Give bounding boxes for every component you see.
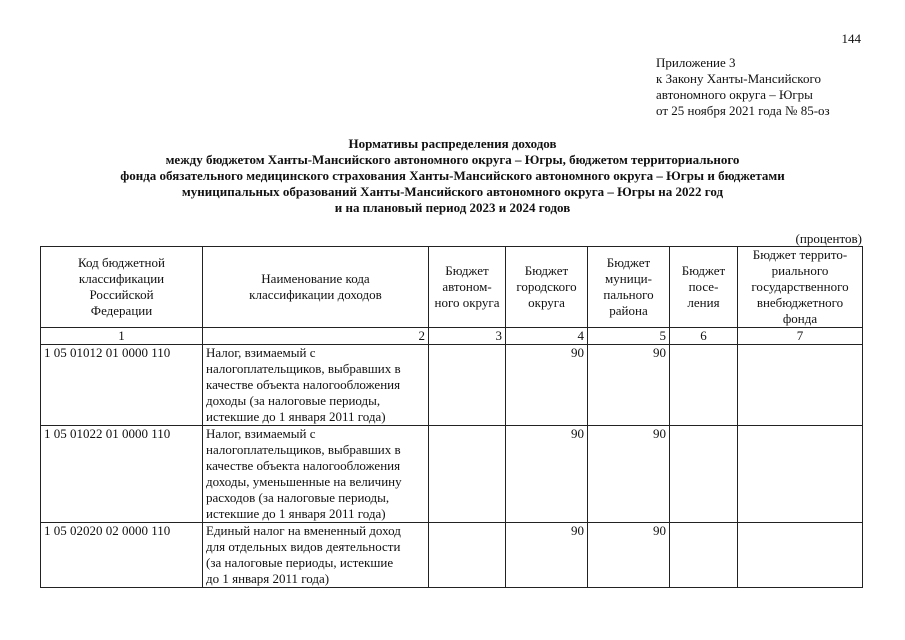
appendix-line: автономного округа – Югры: [656, 87, 813, 102]
income-name-line: доходы, уменьшенные на величину: [206, 474, 402, 489]
title-line: муниципальных образований Ханты-Мансийского автономного округа – Югры на 2022 год: [181, 184, 724, 199]
header-line: классификации: [78, 271, 165, 286]
title-line: фонда обязательного медицинского страхования Ханты-Мансийского автономного округа – Югры и бюджетами: [120, 168, 785, 183]
header-city-okrug-budget: [506, 247, 588, 328]
value-city-okrug: 90: [506, 523, 588, 588]
income-name-line: Налог, взимаемый с: [206, 345, 316, 360]
column-number: 2: [203, 328, 429, 345]
header-line: внебюджетного: [756, 295, 844, 310]
income-name-line: до 1 января 2011 года): [206, 571, 330, 586]
value-territorial-fund: [738, 345, 863, 426]
header-municipal-district-budget: [588, 247, 670, 328]
document-title: [0, 136, 905, 216]
column-number: 3: [429, 328, 506, 345]
title-line: Нормативы распределения доходов: [348, 136, 557, 151]
header-territorial-fund-budget: [738, 247, 863, 328]
header-line: района: [609, 303, 648, 318]
header-line: ления: [687, 295, 720, 310]
header-line: Российской: [89, 287, 154, 302]
header-name: [203, 247, 429, 328]
header-line: городского: [516, 279, 577, 294]
income-name-line: качестве объекта налогообложения: [206, 458, 401, 473]
header-settlement-budget: [670, 247, 738, 328]
value-auto-okrug: [429, 523, 506, 588]
header-line: риального: [771, 263, 829, 278]
header-line: округа: [528, 295, 565, 310]
income-name-line: истекшие до 1 января 2011 года): [206, 506, 386, 521]
income-name: [203, 345, 429, 426]
value-settlement: [670, 523, 738, 588]
value-auto-okrug: [429, 426, 506, 523]
table-row: [41, 523, 863, 588]
column-number: 4: [506, 328, 588, 345]
title-line: и на плановый период 2023 и 2024 годов: [334, 200, 571, 215]
appendix-line: к Закону Ханты-Мансийского: [656, 71, 821, 86]
value-auto-okrug: [429, 345, 506, 426]
value-settlement: [670, 426, 738, 523]
income-name-line: налогоплательщиков, выбравших в: [206, 361, 401, 376]
header-line: государственного: [751, 279, 849, 294]
header-line: Федерации: [90, 303, 153, 318]
header-line: классификации доходов: [249, 287, 382, 302]
income-name-line: (за налоговые периоды, истекшие: [206, 555, 394, 570]
value-municipal-district: 90: [588, 345, 670, 426]
income-name-line: истекшие до 1 января 2011 года): [206, 409, 386, 424]
table-header-row: [41, 247, 863, 328]
column-number-row: [41, 328, 863, 345]
appendix-line: Приложение 3: [656, 55, 736, 70]
header-line: Бюджет: [445, 263, 489, 278]
header-line: Наименование кода: [261, 271, 370, 286]
column-number: 5: [588, 328, 670, 345]
header-line: Код бюджетной: [78, 255, 165, 270]
value-municipal-district: 90: [588, 426, 670, 523]
page-number: 144: [841, 31, 861, 46]
value-municipal-district: 90: [588, 523, 670, 588]
income-name-line: расходов (за налоговые периоды,: [206, 490, 390, 505]
income-name-line: доходы (за налоговые периоды,: [206, 393, 381, 408]
appendix-line: от 25 ноября 2021 года № 85-оз: [656, 103, 830, 118]
distribution-norms-table: [40, 246, 863, 588]
column-number: 1: [41, 328, 203, 345]
header-line: Бюджет: [681, 263, 726, 278]
table-row: [41, 345, 863, 426]
value-territorial-fund: [738, 523, 863, 588]
income-name: [203, 426, 429, 523]
budget-code: 1 05 01012 01 0000 110: [41, 345, 203, 426]
income-name-line: качестве объекта налогообложения: [206, 377, 401, 392]
header-line: Бюджет: [524, 263, 569, 278]
appendix-block: [656, 55, 896, 119]
title-line: между бюджетом Ханты-Мансийского автономного округа – Югры, бюджетом территориального: [165, 152, 740, 167]
income-name-line: Единый налог на вмененный доход: [206, 523, 401, 538]
header-line: посе-: [688, 279, 719, 294]
column-number: 7: [738, 328, 863, 345]
budget-code: 1 05 01022 01 0000 110: [41, 426, 203, 523]
column-number: 6: [670, 328, 738, 345]
value-settlement: [670, 345, 738, 426]
header-line: пального: [603, 287, 654, 302]
income-name-line: налогоплательщиков, выбравших в: [206, 442, 401, 457]
header-auto-okrug-budget: [429, 247, 506, 328]
header-line: фонда: [782, 311, 818, 326]
value-city-okrug: 90: [506, 426, 588, 523]
units-note: (процентов): [795, 231, 862, 246]
header-code: [41, 247, 203, 328]
income-name-line: для отдельных видов деятельности: [206, 539, 401, 554]
header-line: ного округа: [434, 295, 500, 310]
value-territorial-fund: [738, 426, 863, 523]
income-name: [203, 523, 429, 588]
header-line: автоном-: [442, 279, 492, 294]
budget-code: 1 05 02020 02 0000 110: [41, 523, 203, 588]
table-row: [41, 426, 863, 523]
value-city-okrug: 90: [506, 345, 588, 426]
header-line: Бюджет террито-: [752, 247, 848, 262]
header-line: муници-: [605, 271, 652, 286]
header-line: Бюджет: [606, 255, 651, 270]
income-name-line: Налог, взимаемый с: [206, 426, 316, 441]
